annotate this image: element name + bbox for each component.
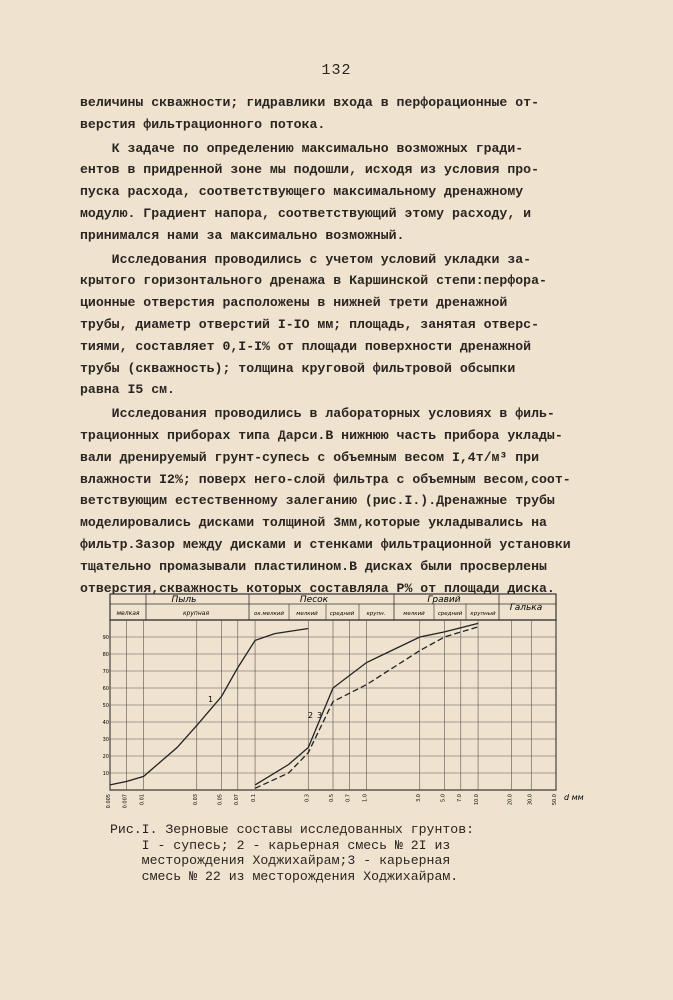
chart-svg xyxy=(102,590,584,820)
x-tick-label: 0.007 xyxy=(122,794,129,809)
page-number: 132 xyxy=(321,62,352,79)
sub-label: мелкий xyxy=(403,611,425,617)
y-tick-label: 70 xyxy=(102,669,109,675)
y-tick-label: 20 xyxy=(102,754,109,760)
series-line-1 xyxy=(110,629,308,785)
y-tick-label: 40 xyxy=(102,720,109,726)
series-group xyxy=(110,623,478,788)
x-tick-label: 0.01 xyxy=(139,794,146,806)
curve-label-3: 3 xyxy=(317,711,323,720)
sub-label: крупная xyxy=(182,610,210,617)
group-label: Гравий xyxy=(427,595,461,605)
paragraph: Исследования проводились в лабораторных условиях в филь- трационных приборах типа Дарси.В нижнюю часть прибора уклады- вали дренируемый грунт-супесь с объемным весом I,4т/м³ при влажности I2%; поверх него-слой фильтра с объемным весом,соот- ветствующим естественному залеганию (рис.I.).Дренажные трубы моделировались дисками толщиной 3мм,которые укладывались на фильтр.Зазор между дисками и стенками фильтрационной установки тщательно промазывали пластилином.В дисках были просверлены отверстия,скважность которых составляла Р% от площади диска. xyxy=(80,406,571,596)
group-label: Пыль xyxy=(171,595,197,605)
x-tick-label: 0.05 xyxy=(217,794,224,806)
tick-labels xyxy=(103,635,558,808)
group-label: Галька xyxy=(509,603,543,613)
x-tick-label: 0.3 xyxy=(304,794,311,802)
paragraph: Исследования проводились с учетом условий укладки за- крытого горизонтального дренажа в Каршинской степи:перфора- ционные отверстия расположены в нижней трети дренажной трубы, диаметр отверстий I-IO мм; площадь, занятая отверс- тиями, составляет 0,I-I% от площади поверхности дренажной трубы (скважность); толщина круговой фильтровой обсыпки равна I5 см. xyxy=(80,251,547,398)
x-axis-label: d мм xyxy=(564,793,584,802)
paragraph: величины скважности; гидравлики входа в перфорационные от- верстия фильтрационного потока. xyxy=(80,95,539,132)
x-tick-label: 5.0 xyxy=(440,794,447,802)
x-tick-label: 30.0 xyxy=(527,794,534,806)
y-tick-label: 90 xyxy=(102,635,109,641)
figure-caption: Рис.I. Зерновые составы исследованных грунтов: I - супесь; 2 - карьерная смесь № 2I из месторождения Ходжихайрам;3 - карьерная смесь № 22 из месторождения Ходжихайрам. xyxy=(110,822,475,884)
x-tick-label: 20.0 xyxy=(507,794,514,806)
x-tick-label: 7.0 xyxy=(456,794,463,802)
sub-label: крупн. xyxy=(366,611,386,617)
grain-size-chart xyxy=(102,590,584,820)
sub-label: мелкая xyxy=(116,610,140,617)
y-tick-label: 30 xyxy=(102,737,109,743)
sub-label: ок.мелкий xyxy=(254,611,284,617)
x-tick-label: 0.07 xyxy=(233,794,240,806)
group-label: Песок xyxy=(299,595,329,605)
grid xyxy=(110,620,556,790)
curve-label-2: 2 xyxy=(308,711,314,720)
sub-label: мелкий xyxy=(296,611,318,617)
sub-label: средний xyxy=(437,611,463,617)
x-tick-label: 50.0 xyxy=(552,794,558,806)
y-tick-label: 60 xyxy=(102,686,109,692)
x-tick-label: 1.0 xyxy=(362,794,369,802)
x-tick-label: 0.1 xyxy=(251,794,258,802)
x-tick-label: 3.0 xyxy=(415,794,422,802)
x-tick-label: 0.03 xyxy=(192,794,199,806)
x-tick-label: 0.005 xyxy=(106,794,112,809)
x-tick-label: 0.7 xyxy=(345,794,352,802)
curve-label-1: 1 xyxy=(208,695,214,704)
paragraph: К задаче по определению максимально возможных гради- ентов в придренной зоне мы подошли, исходя из условия про- пуска расхода, соответствующего максимальному дренажному модулю. Градиент напора, соответствующий этому расходу, и принимался нами за максимально возможный. xyxy=(80,140,539,243)
sub-label: средний xyxy=(329,611,355,617)
x-tick-label: 0.5 xyxy=(329,794,335,802)
body-text xyxy=(80,92,600,601)
x-tick-label: 10.0 xyxy=(474,794,481,806)
y-tick-label: 80 xyxy=(102,652,109,658)
y-tick-label: 50 xyxy=(102,703,109,709)
sub-label: крупный xyxy=(470,611,496,617)
y-tick-label: 10 xyxy=(102,771,109,777)
